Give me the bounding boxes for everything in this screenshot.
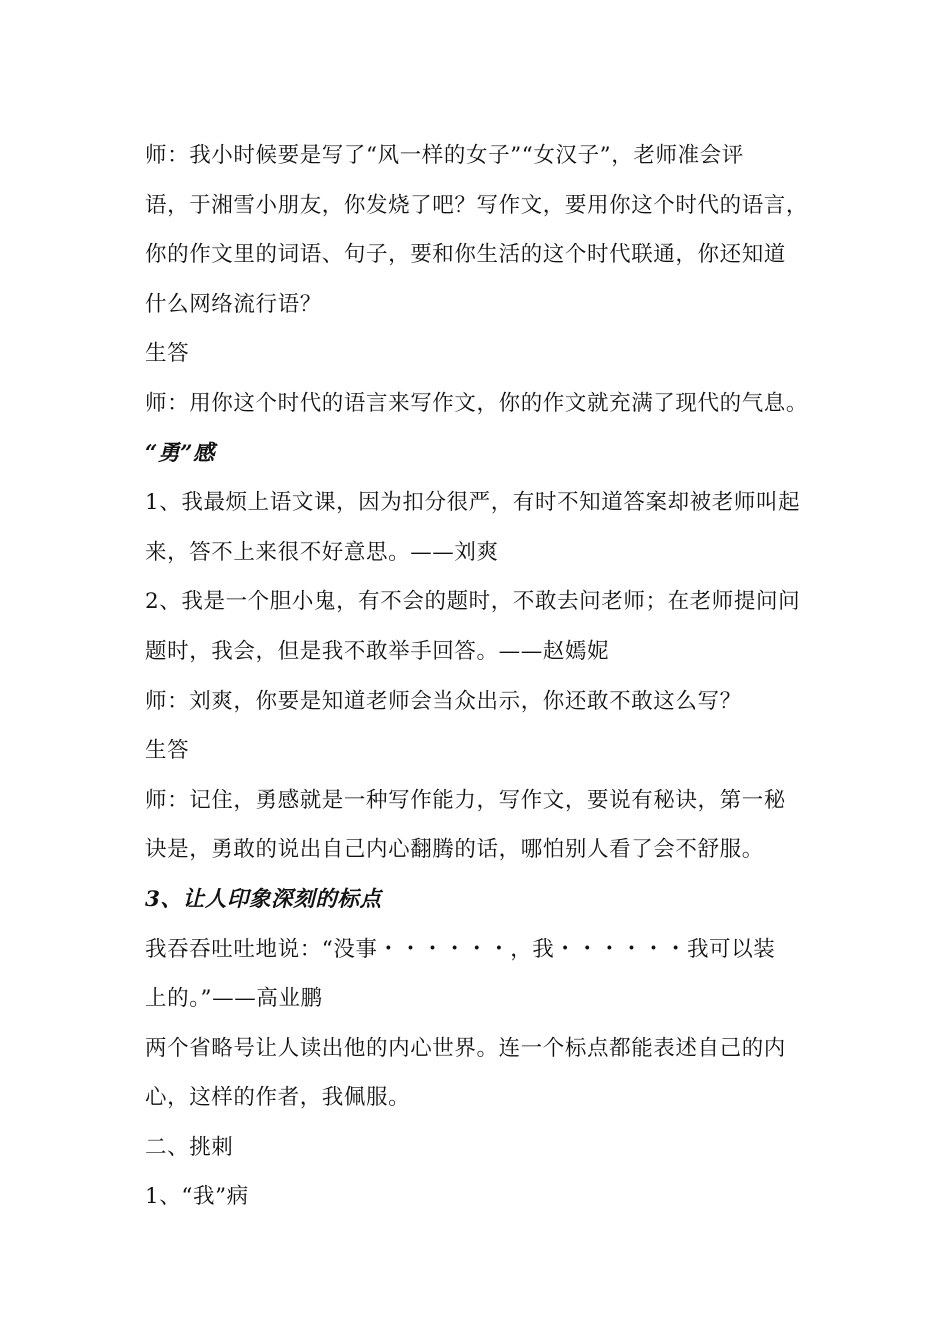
text-line: 题时，我会，但是我不敢举手回答。——赵嫣妮 (145, 638, 610, 664)
text-line: 师：刘爽，你要是知道老师会当众出示，你还敢不敢这么写？ (145, 688, 742, 714)
text-line: 语，于湘雪小朋友，你发烧了吧？写作文，要用你这个时代的语言， (145, 192, 809, 218)
section-heading: “勇”感 (145, 440, 216, 466)
text-line: 什么网络流行语？ (145, 291, 322, 317)
section-heading: 3、让人印象深刻的标点 (145, 886, 382, 912)
document-body (145, 131, 835, 1222)
text-line: 师：用你这个时代的语言来写作文，你的作文就充满了现代的气息。 (145, 390, 809, 416)
text-line: 诀是，勇敢的说出自己内心翻腾的话，哪怕别人看了会不舒服。 (145, 837, 764, 863)
text-line: 来，答不上来很不好意思。——刘爽 (145, 539, 499, 565)
text-line: 心，这样的作者，我佩服。 (145, 1085, 411, 1111)
text-line: 1、我最烦上语文课，因为扣分很严，有时不知道答案却被老师叫起 (145, 490, 801, 516)
text-line: 1、“我”病 (145, 1184, 249, 1210)
text-line: 生答 (145, 341, 190, 367)
text-line: 师：记住，勇感就是一种写作能力，写作文，要说有秘诀，第一秘 (145, 787, 786, 813)
text-line: 二、挑刺 (145, 1134, 234, 1160)
text-line: 师：我小时候要是写了“风一样的女子”“女汉子”，老师准会评 (145, 143, 744, 168)
text-line: 生答 (145, 738, 190, 764)
text-line: 两个省略号让人读出他的内心世界。连一个标点都能表述自己的内 (145, 1035, 786, 1061)
text-line: 我吞吞吐吐地说：“没事・・・・・・，我・・・・・・我可以装 (145, 936, 776, 962)
text-line: 2、我是一个胆小鬼，有不会的题时，不敢去问老师；在老师提问问 (145, 589, 801, 615)
text-line: 上的。”——高业鹏 (145, 986, 323, 1012)
text-line: 你的作文里的词语、句子，要和你生活的这个时代联通，你还知道 (145, 242, 786, 268)
